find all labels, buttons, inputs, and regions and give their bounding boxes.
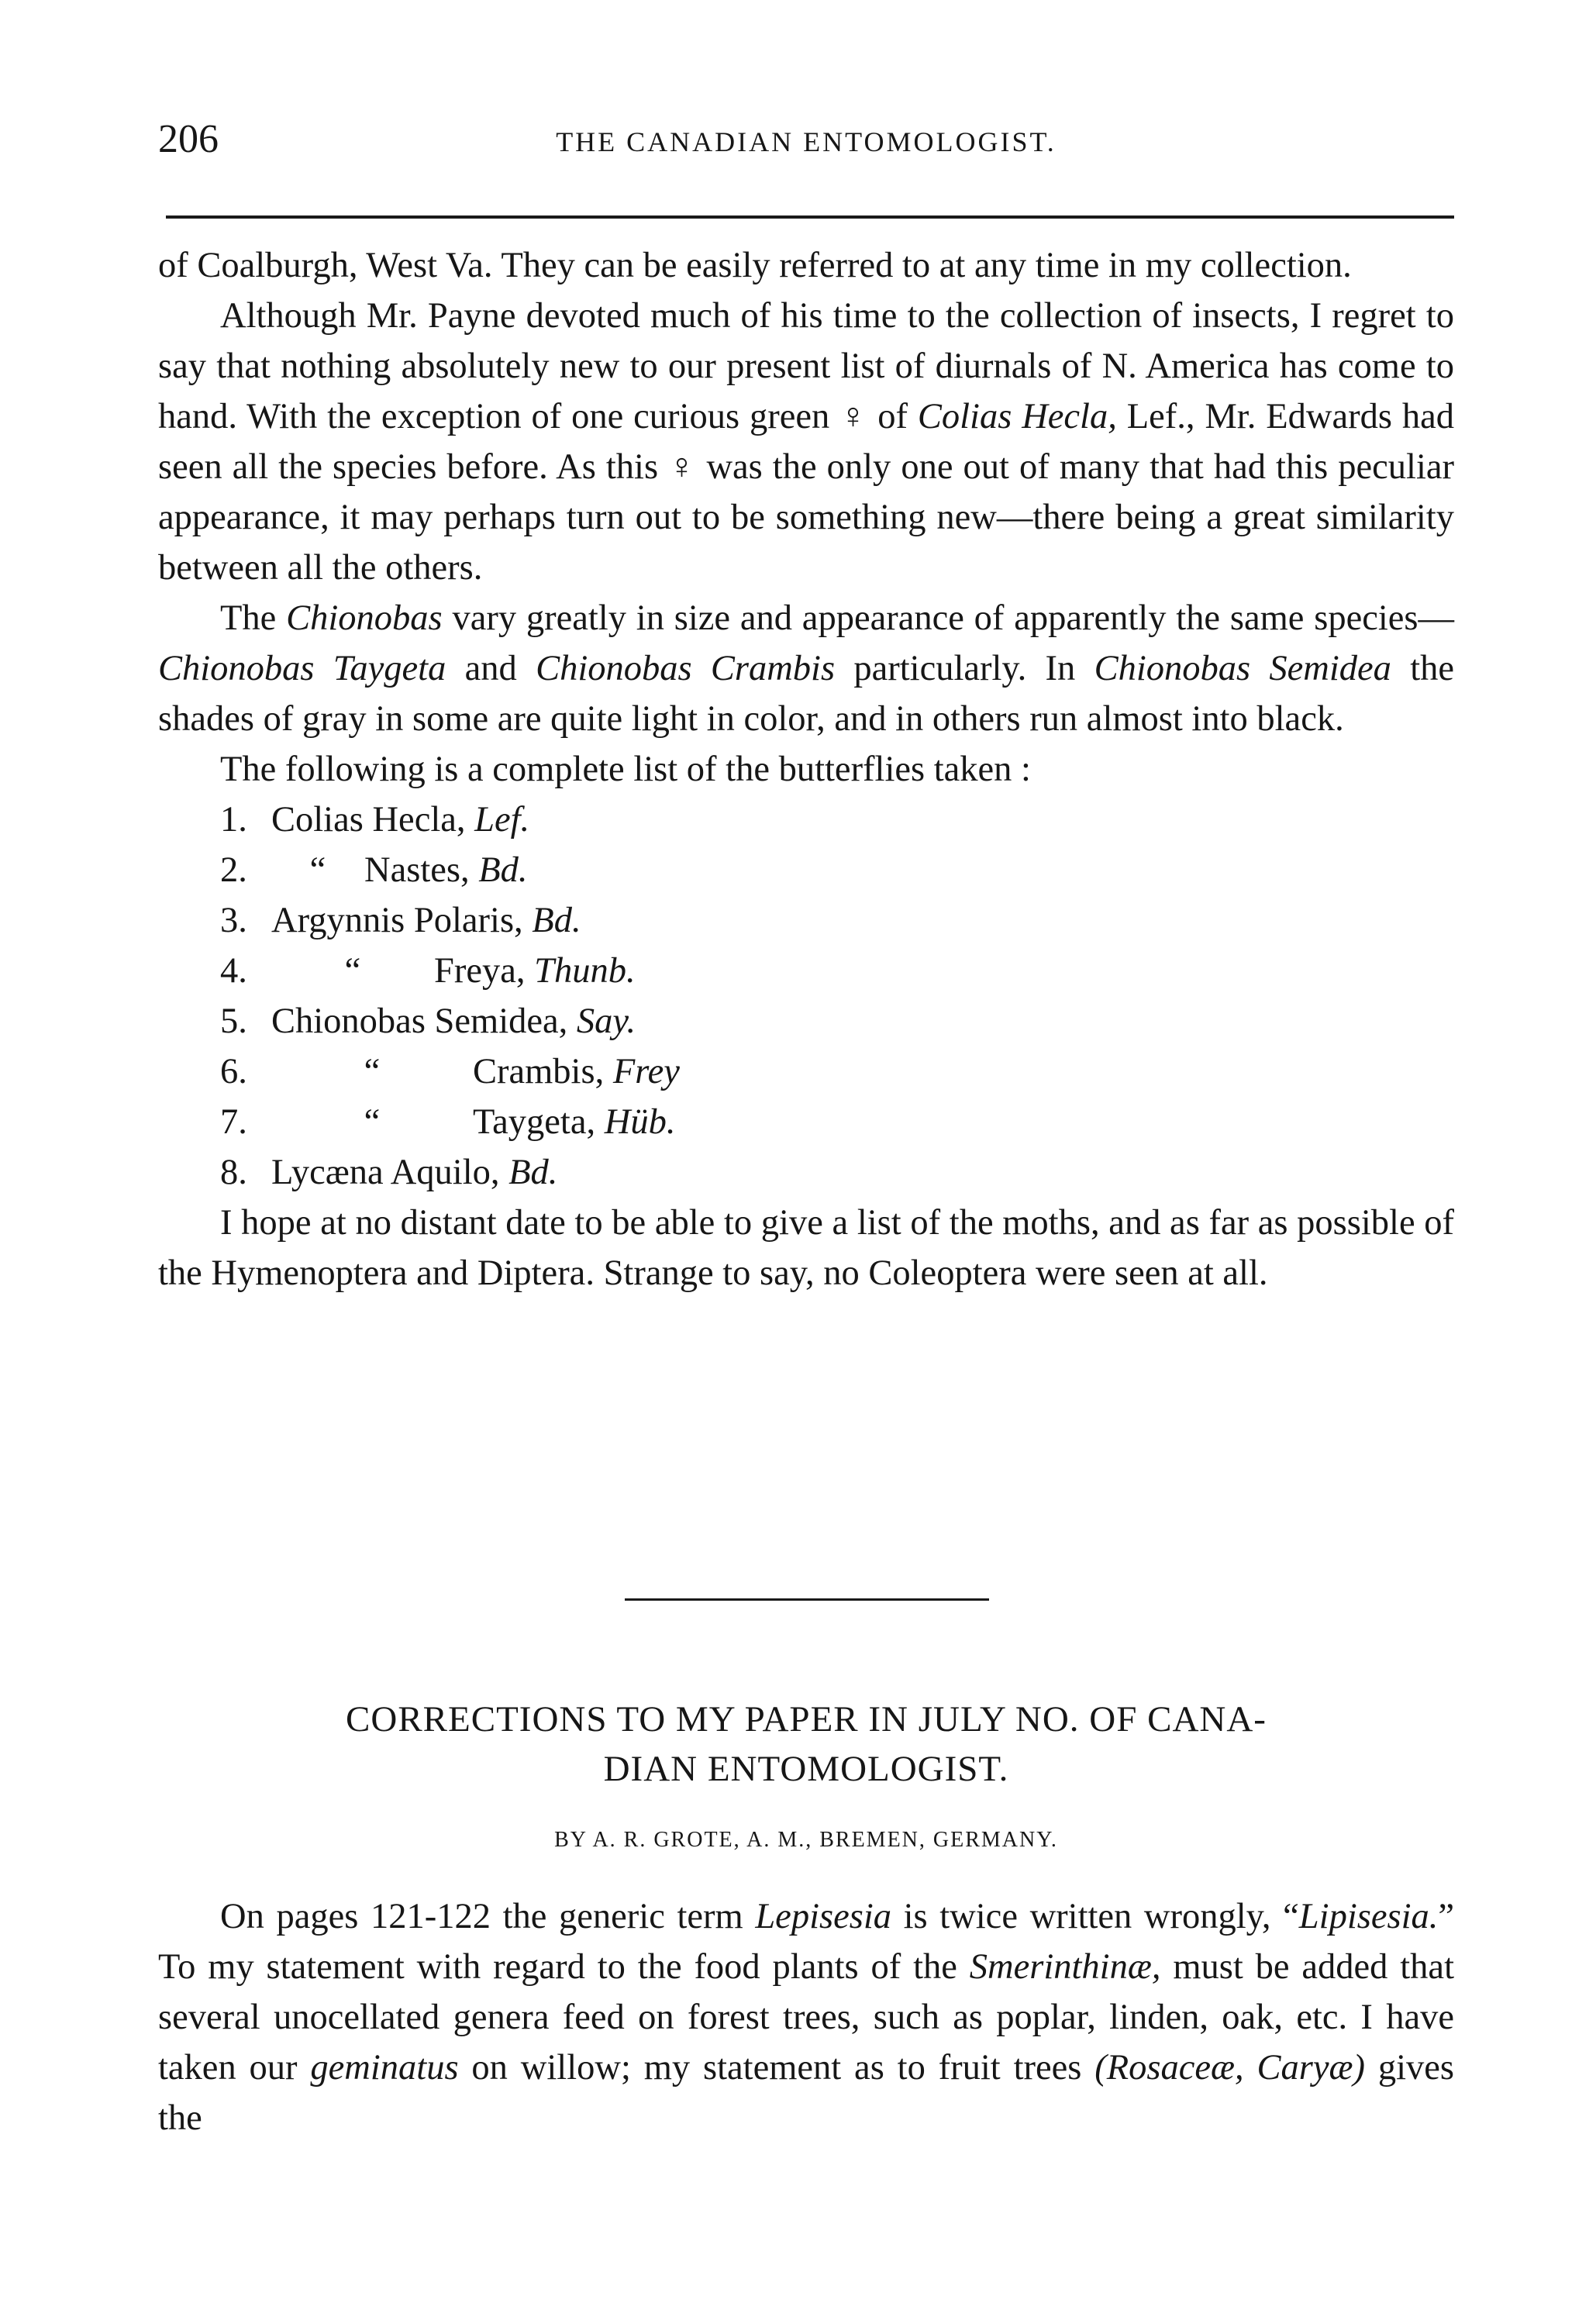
paragraph-text: must be added that several unocellated genera feed on forest trees, such as poplar, linden, oak, etc. I have taken our bbox=[158, 1947, 1454, 2088]
paragraph-text: Although Mr. Payne devoted much of his time to the collection of insects, I regret to say that nothing absolutely new to our present list of diurnals of N. America has come to hand. With the exception of one curious green ♀ of bbox=[158, 296, 1454, 436]
paragraph-text: I hope at no distant date to be able to give a list of the moths, and as far as possible of the Hymenoptera and Diptera. Strange to say, no Coleoptera were seen at all. bbox=[158, 1203, 1454, 1293]
species-name: Crambis, bbox=[473, 1052, 605, 1091]
species-name: Colias Hecla, bbox=[917, 397, 1117, 436]
paragraph-text: particularly. In bbox=[835, 649, 1094, 688]
list-item bbox=[158, 895, 1454, 946]
paragraph-text: is twice written wrongly, “ bbox=[891, 1897, 1299, 1936]
list-number: 7. bbox=[220, 1102, 247, 1142]
paragraph bbox=[158, 593, 1454, 744]
list-item bbox=[158, 1097, 1454, 1147]
paragraph-text: The bbox=[220, 598, 287, 638]
paragraph bbox=[158, 1198, 1454, 1298]
author-abbrev: Bd. bbox=[508, 1153, 558, 1192]
species-name: Chionobas Semidea bbox=[1094, 649, 1391, 688]
species-name: Semidea, bbox=[434, 1002, 568, 1041]
species-name: Aquilo, bbox=[390, 1153, 500, 1192]
article-body bbox=[158, 1891, 1454, 2143]
page-header bbox=[158, 116, 1454, 178]
list-number: 1. bbox=[220, 800, 247, 839]
author-abbrev: Thunb. bbox=[534, 951, 636, 991]
header-rule bbox=[166, 215, 1454, 219]
species-name: Taygeta, bbox=[473, 1102, 596, 1142]
author-abbrev: Bd. bbox=[532, 901, 581, 940]
list-number: 3. bbox=[220, 901, 247, 940]
list-number: 4. bbox=[220, 951, 247, 991]
species-name: Chionobas Taygeta bbox=[158, 649, 446, 688]
section-divider bbox=[625, 1598, 989, 1601]
genus-name: Lycæna bbox=[271, 1153, 384, 1192]
paragraph-text: The following is a complete list of the butterflies taken : bbox=[220, 750, 1031, 789]
genus-name: Chionobas bbox=[271, 1002, 426, 1041]
running-head: THE CANADIAN ENTOMOLOGIST. bbox=[556, 126, 1057, 157]
author-abbrev: Say. bbox=[576, 1002, 636, 1041]
genus-name: Lipisesia. bbox=[1298, 1897, 1439, 1936]
ditto-mark: “ bbox=[344, 951, 361, 991]
paragraph-text: the shades of gray in some are quite light in color, and in others run almost into black. bbox=[158, 649, 1455, 739]
title-line: DIAN ENTOMOLOGIST. bbox=[603, 1749, 1009, 1789]
list-item bbox=[158, 946, 1454, 996]
list-item bbox=[158, 1147, 1454, 1198]
article-continuation bbox=[158, 240, 1454, 1298]
paragraph bbox=[158, 291, 1454, 593]
author-abbrev: Bd. bbox=[478, 850, 528, 890]
paragraph-text: Lef., Mr. Edwards had seen all the species before. As this ♀ was the only one out of many that had this peculiar appearance, it may perhaps turn out to be something new—there being a great similarity between all the others. bbox=[158, 397, 1454, 588]
paragraph-text: ” To my statement with regard to the food plants of the bbox=[158, 1897, 1455, 1987]
paragraph-text: of Coalburgh, West Va. They can be easily referred to at any time in my collection. bbox=[158, 246, 1352, 285]
article-title bbox=[158, 1694, 1454, 1794]
paragraph-text: On pages 121-122 the generic term bbox=[220, 1897, 756, 1936]
species-name: Nastes, bbox=[364, 850, 470, 890]
taxon-name: (Rosaceæ, Caryæ) bbox=[1094, 2048, 1365, 2088]
genus-name: Lepisesia bbox=[755, 1897, 891, 1936]
list-item bbox=[158, 845, 1454, 895]
paragraph-text: vary greatly in size and appearance of apparently the same species— bbox=[442, 598, 1455, 638]
list-item bbox=[158, 1046, 1454, 1097]
paragraph-text: gives the bbox=[158, 2048, 1455, 2138]
list-number: 2. bbox=[220, 850, 247, 890]
genus-name: Colias bbox=[271, 800, 364, 839]
genus-name: Argynnis bbox=[271, 901, 405, 940]
paragraph bbox=[158, 1891, 1454, 2143]
genus-name: Chionobas bbox=[286, 598, 443, 638]
paragraph-text: on willow; my statement as to fruit trees bbox=[458, 2048, 1095, 2088]
ditto-mark: “ bbox=[364, 1052, 381, 1091]
ditto-mark: “ bbox=[364, 1102, 381, 1142]
author-abbrev: Hüb. bbox=[604, 1102, 676, 1142]
paragraph-text: and bbox=[446, 649, 536, 688]
species-name: Freya, bbox=[434, 951, 526, 991]
species-name: geminatus bbox=[310, 2048, 459, 2088]
list-item bbox=[158, 795, 1454, 845]
list-item bbox=[158, 996, 1454, 1046]
list-number: 5. bbox=[220, 1002, 247, 1041]
byline: BY A. R. GROTE, A. M., BREMEN, GERMANY. bbox=[554, 1828, 1058, 1852]
paragraph bbox=[158, 240, 1454, 291]
list-number: 8. bbox=[220, 1153, 247, 1192]
author-abbrev: Lef. bbox=[474, 800, 530, 839]
author-abbrev: Frey bbox=[612, 1052, 680, 1091]
taxon-name: Smerinthinæ, bbox=[969, 1947, 1161, 1987]
page-number: 206 bbox=[158, 117, 219, 161]
butterfly-list bbox=[158, 795, 1454, 1198]
species-name: Polaris, bbox=[413, 901, 523, 940]
paragraph bbox=[158, 744, 1454, 795]
page bbox=[158, 116, 1455, 2138]
species-name: Chionobas Crambis bbox=[536, 649, 836, 688]
list-number: 6. bbox=[220, 1052, 247, 1091]
ditto-mark: “ bbox=[309, 850, 326, 890]
title-line: CORRECTIONS TO MY PAPER IN JULY NO. OF CANA- bbox=[346, 1699, 1267, 1739]
species-name: Hecla, bbox=[372, 800, 466, 839]
